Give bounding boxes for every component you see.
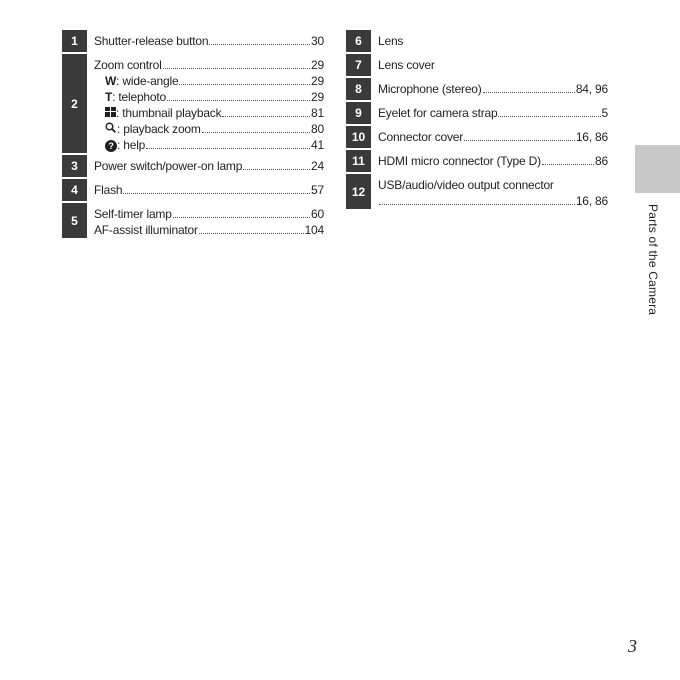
entry-label: : telephoto	[112, 90, 166, 104]
entry-items	[87, 203, 324, 238]
parts-entry-6	[346, 30, 608, 52]
entry-items	[371, 126, 608, 148]
entry-page: 16, 86	[575, 130, 608, 144]
entry-number: 3	[62, 155, 87, 177]
leader-dots	[209, 44, 310, 45]
parts-entry-12	[346, 174, 608, 209]
entry-number: 5	[62, 203, 87, 238]
entry-page: 86	[595, 154, 608, 168]
entry-subline	[94, 89, 324, 105]
entry-subline	[94, 121, 324, 137]
entry-line	[94, 182, 324, 198]
parts-entry-5	[62, 203, 324, 238]
parts-entry-1	[62, 30, 324, 52]
magnifier-icon	[105, 122, 116, 133]
entry-line	[378, 33, 608, 49]
entry-label: Microphone (stereo)	[378, 82, 482, 96]
entry-page: 81	[311, 106, 324, 120]
entry-page: 16, 86	[575, 194, 608, 208]
leader-dots	[199, 233, 304, 234]
page-number: 3	[628, 636, 637, 656]
right-parts-list	[346, 30, 608, 211]
left-parts-list	[62, 30, 324, 240]
entry-label: Lens cover	[378, 58, 435, 72]
entry-items	[371, 78, 608, 100]
help-icon: ?	[105, 140, 117, 152]
parts-entry-7	[346, 54, 608, 76]
leader-dots	[179, 84, 310, 85]
entry-label: HDMI micro connector (Type D)	[378, 154, 541, 168]
leader-dots	[163, 68, 310, 69]
entry-items	[371, 102, 608, 124]
entry-line	[94, 57, 324, 73]
entry-label: AF-assist illuminator	[94, 223, 198, 237]
entry-page: 29	[311, 90, 324, 104]
entry-subline	[94, 137, 324, 153]
entry-line	[378, 193, 608, 209]
wide-angle-icon: W	[105, 74, 117, 88]
entry-line	[94, 33, 324, 49]
entry-items	[371, 30, 608, 52]
entry-page: 24	[311, 159, 324, 173]
entry-number: 6	[346, 30, 371, 52]
entry-line	[378, 129, 608, 145]
entry-items	[371, 54, 608, 76]
entry-page: 104	[304, 223, 324, 237]
entry-number: 11	[346, 150, 371, 172]
entry-number: 7	[346, 54, 371, 76]
entry-page: 84, 96	[575, 82, 608, 96]
entry-label: Flash	[94, 183, 123, 197]
entry-line	[378, 153, 608, 169]
entry-page: 30	[311, 34, 324, 48]
entry-number: 9	[346, 102, 371, 124]
entry-number: 4	[62, 179, 87, 201]
entry-line	[378, 105, 608, 121]
entry-items	[371, 174, 608, 209]
entry-line	[94, 206, 324, 222]
leader-dots	[542, 164, 594, 165]
entry-label: Zoom control	[94, 58, 162, 72]
parts-entry-11	[346, 150, 608, 172]
entry-label: Lens	[378, 34, 404, 48]
entry-page: 5	[601, 106, 608, 120]
leader-dots	[146, 148, 310, 149]
entry-number: 10	[346, 126, 371, 148]
section-side-label: Parts of the Camera	[646, 204, 660, 316]
leader-dots	[202, 132, 310, 133]
leader-dots	[173, 217, 310, 218]
entry-label: Self-timer lamp	[94, 207, 172, 221]
parts-entry-8	[346, 78, 608, 100]
leader-dots	[167, 100, 310, 101]
entry-line	[378, 81, 608, 97]
entry-line	[94, 158, 324, 174]
entry-number: 12	[346, 174, 371, 209]
leader-dots	[243, 169, 310, 170]
parts-entry-10	[346, 126, 608, 148]
entry-line	[94, 222, 324, 238]
entry-number: 1	[62, 30, 87, 52]
entry-page: 29	[311, 74, 324, 88]
entry-page: 80	[311, 122, 324, 136]
telephoto-icon: T	[105, 90, 113, 104]
entry-subline	[94, 105, 324, 121]
parts-entry-2	[62, 54, 324, 153]
entry-page: 60	[311, 207, 324, 221]
entry-line	[378, 57, 608, 73]
leader-dots	[379, 204, 575, 205]
entry-number: 8	[346, 78, 371, 100]
entry-label: USB/audio/video output connector	[378, 178, 554, 192]
leader-dots	[123, 193, 310, 194]
entry-page: 57	[311, 183, 324, 197]
entry-label: Eyelet for camera strap	[378, 106, 498, 120]
entry-label: : thumbnail playback	[116, 106, 222, 120]
entry-items	[87, 179, 324, 201]
leader-dots	[498, 116, 600, 117]
entry-label: Shutter-release button	[94, 34, 209, 48]
entry-label: : help	[117, 138, 146, 152]
entry-items	[371, 150, 608, 172]
entry-items	[87, 30, 324, 52]
thumbnail-icon	[105, 107, 116, 117]
section-tab	[635, 145, 680, 193]
leader-dots	[222, 116, 310, 117]
entry-page: 29	[311, 58, 324, 72]
entry-label: : wide-angle	[116, 74, 179, 88]
entry-subline	[94, 73, 324, 89]
entry-label: Connector cover	[378, 130, 464, 144]
entry-items	[87, 54, 324, 153]
entry-number: 2	[62, 54, 87, 153]
entry-line	[378, 177, 608, 193]
entry-label: Power switch/power-on lamp	[94, 159, 243, 173]
entry-page: 41	[311, 138, 324, 152]
parts-entry-4	[62, 179, 324, 201]
parts-entry-3	[62, 155, 324, 177]
leader-dots	[483, 92, 575, 93]
entry-label: : playback zoom	[117, 122, 201, 136]
parts-entry-9	[346, 102, 608, 124]
entry-items	[87, 155, 324, 177]
leader-dots	[464, 140, 575, 141]
